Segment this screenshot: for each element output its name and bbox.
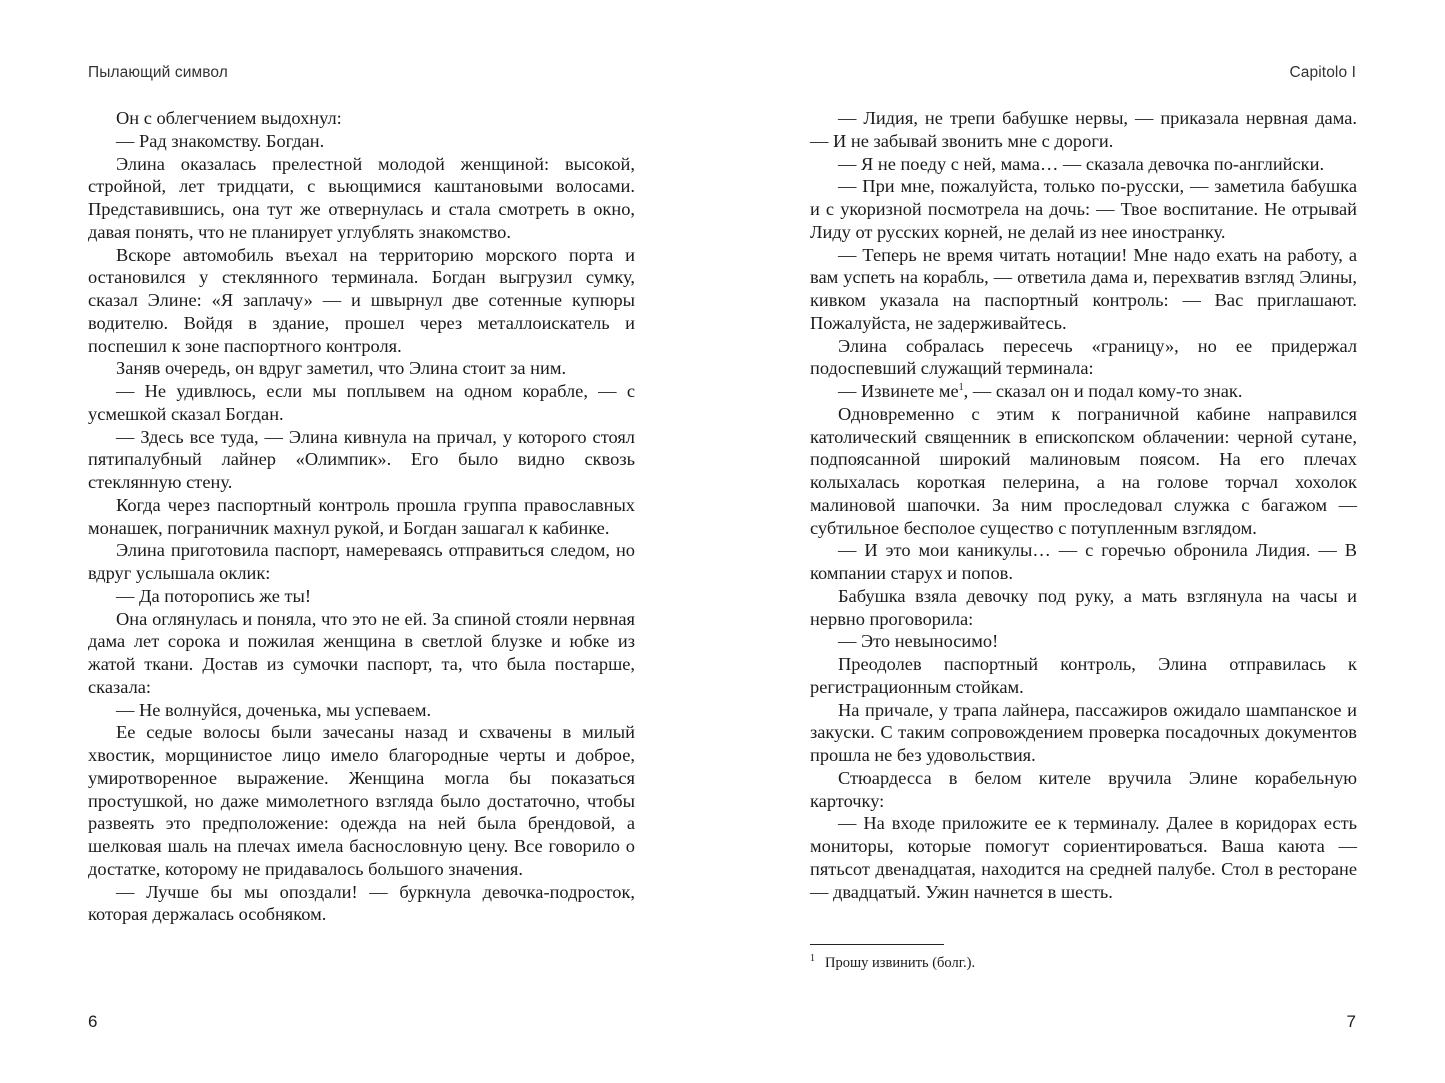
paragraph: Он с облегчением выдохнул: — [116, 108, 342, 128]
paragraph: — Теперь не время читать нотации! Мне надо ехать на работу, а вам успеть на корабль, — ответила дама и, перехватив взгляд Элины, кивком указала на паспортный контроль: — Вас приглашают. Пожалуйста, не задерживайтесь. — [810, 244, 1357, 333]
paragraph: Элина оказалась прелестной молодой женщиной: высокой, стройной, лет тридцати, с вьющимися каштановыми волосами. Представившись, она тут же отвернулась и стала смотреть в окно, давая понять, что не планирует углублять знакомство. — [88, 153, 635, 242]
paragraph: Одновременно с этим к пограничной кабине направился католический священник в епископском облачении: черной сутане, подпоясанной широкий малиновым поясом. На его плечах колыхалась короткая пелерина, а на голове торчал хохолок малиновой шапочки. За ним проследовал служка с багажом — субтильное бесполое существо с потупленным взглядом. — [810, 403, 1357, 538]
right-text-block — [810, 107, 1357, 903]
right-page — [722, 0, 1444, 1083]
paragraph: Вскоре автомобиль въехал на территорию морского порта и остановился у стеклянного терминала. Богдан выгрузил сумку, сказал Элине: «Я заплачу» — и швырнул две сотенные купюры водителю. Войдя в здание, прошел через металлоискатель и поспешил к зоне паспортного контроля. — [88, 244, 635, 356]
footnote-divider — [810, 944, 944, 945]
paragraph: Преодолев паспортный контроль, Элина отправилась к регистрационным стойкам. — [810, 654, 1357, 697]
paragraph: — Не волнуйся, доченька, мы успеваем. — [116, 699, 432, 720]
paragraph: Элина собралась пересечь «границу», но ее придержал подоспевший служащий терминала: — [810, 335, 1357, 379]
paragraph: Ее седые волосы были зачесаны назад и схвачены в милый хвостик, морщинистое лицо имело благородные черты и доброе, умиротворенное выражение. Женщина могла бы показаться простушкой, но даже мимолетного взгляда было достаточно, чтобы развеять это предположение: одежда на ней была брендовой, а шелковая шаль на плечах имела баснословную цену. Все говорило о достатке, которому не придавалось большого значения. — [88, 722, 635, 879]
paragraph: — Здесь все туда, — Элина кивнула на причал, у которого стоял пятипалубный лайнер «Олимпик». Его было видно сквозь стеклянную стену. — [88, 426, 635, 492]
paragraph: — На входе приложите ее к терминалу. Далее в коридорах есть мониторы, которые помогут сориентироваться. Ваша каюта — пятьсот двенадцатая, находится на средней палубе. Стол в ресторане — двадцатый. Ужин начнется в шесть. — [810, 813, 1357, 902]
page-number-right: 7 — [1346, 1012, 1356, 1031]
paragraph: На причале, у трапа лайнера, пассажиров ожидало шампанское и закуски. С таким сопровождением проверка посадочных документов прошла не без удовольствия. — [810, 699, 1357, 765]
left-page — [0, 0, 722, 1083]
paragraph: — Лучше бы мы опоздали! — буркнула девочка-подросток, которая держалась особняком. — [88, 881, 635, 925]
paragraph: Бабушка взяла девочку под руку, а мать взглянула на часы и нервно проговорила: — [810, 585, 1357, 629]
left-text-block — [88, 107, 635, 926]
running-head-left: Пылающий символ — [88, 64, 228, 81]
footnote-number: 1 — [810, 953, 815, 965]
footnote-text: Прошу извинить (болг.). — [825, 955, 976, 971]
paragraph: — Лидия, не трепи бабушке нервы, — приказала нервная дама. — И не забывай звонить мне с дороги. — [810, 108, 1357, 151]
paragraph-with-footnote-ref — [810, 380, 1357, 403]
paragraph-text: — Извинете ме — [838, 381, 959, 401]
paragraph: — Рад знакомству. Богдан. — [116, 130, 325, 151]
footnote — [810, 953, 975, 973]
paragraph: Заняв очередь, он вдруг заметил, что Элина стоит за ним. — [116, 358, 567, 379]
page-number-left: 6 — [88, 1012, 98, 1031]
paragraph: Элина приготовила паспорт, намереваясь отправиться следом, но вдруг услышала оклик: — [88, 540, 635, 583]
footnote-reference[interactable]: 1 — [958, 381, 964, 393]
running-head-right: Capitolo I — [1289, 64, 1356, 81]
paragraph: — Я не поеду с ней, мама… — сказала девочка по-английски. — [838, 153, 1325, 174]
paragraph: — Не удивлюсь, если мы поплывем на одном корабле, — с усмешкой сказал Богдан. — [88, 381, 635, 424]
paragraph: — Это невыносимо! — [838, 631, 999, 652]
paragraph: Она оглянулась и поняла, что это не ей. За спиной стояли нервная дама лет сорока и пожилая женщина в светлой блузке и юбке из жатой ткани. Достав из сумочки паспорт, та, что была постарше, сказала: — [88, 608, 635, 697]
paragraph: — И это мои каникулы… — с горечью обронила Лидия. — В компании старух и попов. — [810, 540, 1357, 583]
paragraph: Когда через паспортный контроль прошла группа православных монашек, пограничник махнул рукой, и Богдан зашагал к кабинке. — [88, 494, 635, 538]
paragraph: — При мне, пожалуйста, только по-русски, — заметила бабушка и с укоризной посмотрела на дочь: — Твое воспитание. Не отрывай Лиду от русских корней, не делай из нее иностранку. — [810, 176, 1357, 242]
paragraph: Стюардесса в белом кителе вручила Элине корабельную карточку: — [810, 767, 1357, 811]
paragraph-text: , — сказал он и подал кому-то знак. — [963, 381, 1243, 401]
paragraph: — Да поторопись же ты! — [116, 585, 312, 606]
